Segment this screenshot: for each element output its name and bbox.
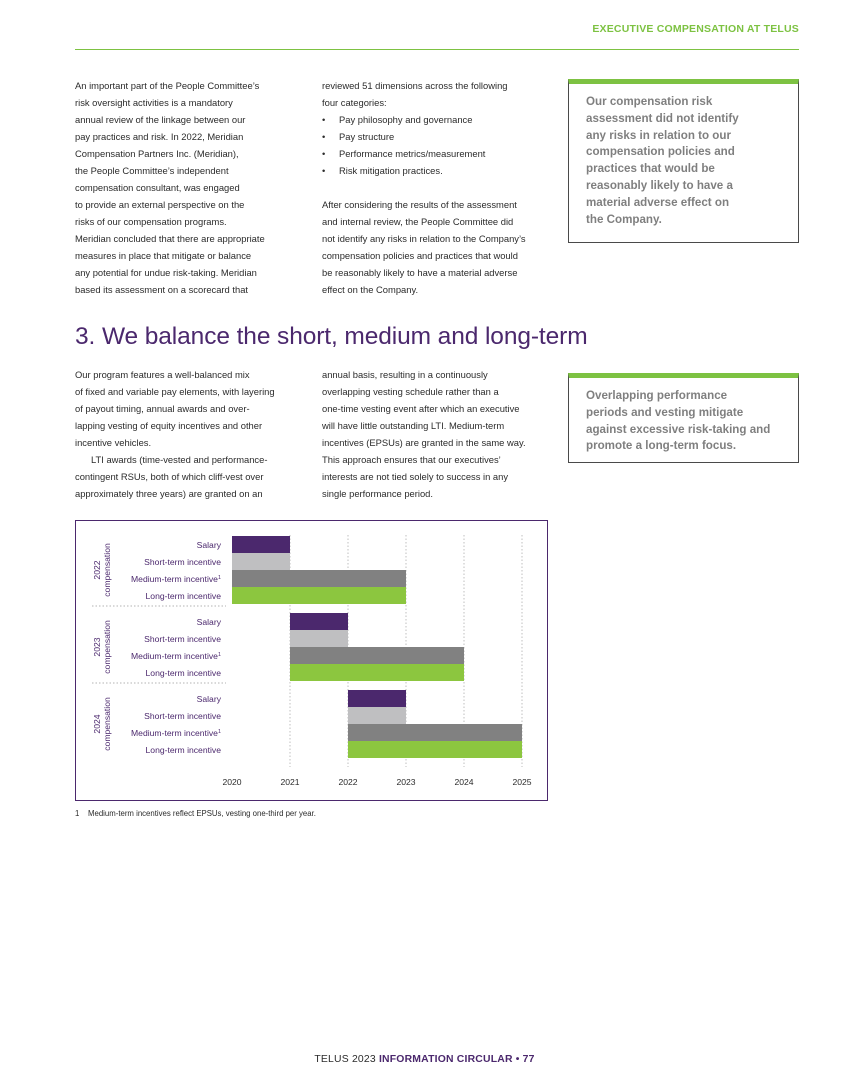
bar-label-superscript: 1 <box>217 729 221 735</box>
bar-label-text: Salary <box>196 617 221 627</box>
group-label-compensation: compensation <box>102 543 112 597</box>
callout-line: any risks in relation to our <box>586 128 731 142</box>
chart-canvas <box>76 521 549 802</box>
text-line: not identify any risks in relation to the Company’s <box>322 233 526 244</box>
bar-label-text: Salary <box>196 694 221 704</box>
bar <box>290 647 464 664</box>
text-line: one-time vesting event after which an executive <box>322 403 520 414</box>
bar-label-superscript: 1 <box>217 652 221 658</box>
bar <box>232 553 290 570</box>
text-line: effect on the Company. <box>322 284 419 295</box>
x-tick-label: 2024 <box>454 777 474 787</box>
bar <box>232 570 406 587</box>
callout-line: Our compensation risk <box>586 95 713 108</box>
bar-label-text: Salary <box>196 540 221 550</box>
text-line: of payout timing, annual awards and over- <box>75 403 250 414</box>
callout-line: assessment did not identify <box>586 111 739 125</box>
text-line: risk oversight activities is a mandatory <box>75 97 233 108</box>
bar-label-text: Medium-term incentive <box>131 728 218 738</box>
text-line: single performance period. <box>322 488 433 499</box>
text-line: measures in place that mitigate or balance <box>75 250 252 261</box>
bar-label <box>146 745 222 755</box>
text-line: This approach ensures that our executives’ <box>322 454 501 465</box>
bar <box>232 587 406 604</box>
bar <box>348 690 406 707</box>
bar-label <box>146 591 222 601</box>
group-label-year: 2024 <box>92 714 102 734</box>
risk-categories-list <box>322 111 557 179</box>
x-tick-label: 2021 <box>280 777 300 787</box>
text-line: of fixed and variable pay elements, with layering <box>75 386 275 397</box>
header-rule <box>75 49 799 50</box>
callout-line: the Company. <box>586 212 662 226</box>
footnote-text: Medium-term incentives reflect EPSUs, vesting one-third per year. <box>88 809 316 818</box>
bar-label-text: Short-term incentive <box>144 557 221 567</box>
x-tick-label: 2023 <box>396 777 416 787</box>
bar <box>290 613 348 630</box>
risk-callout <box>568 79 799 243</box>
group-label-compensation: compensation <box>102 697 112 751</box>
text-line: incentive vehicles. <box>75 437 152 448</box>
text-line: be reasonably likely to have a material adverse <box>322 267 518 278</box>
balance-column-2 <box>322 366 557 502</box>
group-label-year: 2022 <box>92 560 102 580</box>
text-line: incentives (EPSUs) are granted in the same way. <box>322 437 526 448</box>
section-title: 3. We balance the short, medium and long-term <box>75 323 588 350</box>
text-line: compensation policies and practices that would <box>322 250 518 261</box>
risk-category-item: • Performance metrics/measurement <box>322 145 557 162</box>
compensation-timeline-chart <box>75 520 548 801</box>
text-line: approximately three years) are granted on an <box>75 488 263 499</box>
page-footer <box>0 1054 849 1065</box>
bar-label <box>197 694 222 704</box>
risk-category-item: • Pay philosophy and governance <box>322 111 557 128</box>
text-line: lapping vesting of equity incentives and other <box>75 420 263 431</box>
callout-line: promote a long-term focus. <box>586 439 737 453</box>
text-line: to provide an external perspective on the <box>75 199 245 210</box>
balance-paragraph-2 <box>75 451 310 502</box>
callout-line: periods and vesting mitigate <box>586 405 744 419</box>
text-line: four categories: <box>322 97 387 108</box>
bar-label-text: Medium-term incentive <box>131 574 218 584</box>
callout-line: material adverse effect on <box>586 195 730 209</box>
x-tick-label: 2025 <box>512 777 532 787</box>
group-label-year: 2023 <box>92 637 102 657</box>
text-line: compensation consultant, was engaged <box>75 182 240 193</box>
risk-category-item: • Pay structure <box>322 128 557 145</box>
text-line: any potential for undue risk-taking. Meridian <box>75 267 257 278</box>
text-line: overlapping vesting schedule rather than a <box>322 386 499 397</box>
bar-label <box>144 711 221 721</box>
text-line: annual review of the linkage between our <box>75 114 246 125</box>
risk-category-item: • Risk mitigation practices. <box>322 162 557 179</box>
bar-label-superscript: 1 <box>217 575 221 581</box>
bar <box>348 707 406 724</box>
callout-line: practices that would be <box>586 162 715 176</box>
bar <box>348 724 522 741</box>
text-line: and internal review, the People Committee did <box>322 216 514 227</box>
text-line: Meridian concluded that there are appropriate <box>75 233 265 244</box>
bar <box>290 630 348 647</box>
risk-conclusion <box>322 196 557 298</box>
risk-column-2 <box>322 77 557 298</box>
footer-page-label: INFORMATION CIRCULAR • 77 <box>378 1054 535 1065</box>
text-line: pay practices and risk. In 2022, Meridian <box>75 131 244 142</box>
text-line: annual basis, resulting in a continuously <box>322 369 488 380</box>
bar-label-text: Long-term incentive <box>145 668 221 678</box>
text-line: the People Committee’s independent <box>75 165 229 176</box>
bar-label <box>131 651 221 661</box>
bar-label-text: Short-term incentive <box>144 711 221 721</box>
bar-label <box>144 557 221 567</box>
bar-label-text: Short-term incentive <box>144 634 221 644</box>
bar-label <box>146 668 222 678</box>
text-line: based its assessment on a scorecard that <box>75 284 249 295</box>
risk-intro <box>322 77 557 111</box>
text-line: risks of our compensation programs. <box>75 216 227 227</box>
text-line: reviewed 51 dimensions across the following <box>322 80 508 91</box>
text-line: will have little outstanding LTI. Medium-term <box>322 420 505 431</box>
bar <box>232 536 290 553</box>
text-line: Our program features a well-balanced mix <box>75 369 250 380</box>
text-line: contingent RSUs, both of which cliff-vest over <box>75 471 264 482</box>
bar-label-text: Long-term incentive <box>145 745 221 755</box>
bar <box>290 664 464 681</box>
footnote-number: 1 <box>75 809 80 818</box>
x-tick-label: 2020 <box>222 777 242 787</box>
balance-callout <box>568 373 799 463</box>
callout-line: Overlapping performance <box>586 389 728 402</box>
text-line: LTI awards (time-vested and performance- <box>91 454 268 465</box>
bar-label <box>197 540 222 550</box>
bar-label-text: Long-term incentive <box>145 591 221 601</box>
bar-label <box>131 574 221 584</box>
balance-column-1 <box>75 366 310 502</box>
text-line: An important part of the People Committee’s <box>75 80 260 91</box>
balance-paragraph-1 <box>75 366 310 451</box>
bar-label <box>131 728 221 738</box>
x-tick-label: 2022 <box>338 777 358 787</box>
bar <box>348 741 522 758</box>
risk-column-1 <box>75 77 310 298</box>
callout-line: against excessive risk-taking and <box>586 422 771 436</box>
callout-line: reasonably likely to have a <box>586 178 733 192</box>
text-line: After considering the results of the assessment <box>322 199 517 210</box>
bar-label <box>144 634 221 644</box>
callout-line: compensation policies and <box>586 145 735 159</box>
group-label-compensation: compensation <box>102 620 112 674</box>
text-line: Compensation Partners Inc. (Meridian), <box>75 148 239 159</box>
footer-prefix: TELUS 2023 <box>314 1054 379 1065</box>
text-line: interests are not tied solely to success in any <box>322 471 509 482</box>
header-title: EXECUTIVE COMPENSATION AT TELUS <box>592 23 799 35</box>
bar-label-text: Medium-term incentive <box>131 651 218 661</box>
footnote <box>75 809 316 818</box>
bar-label <box>197 617 222 627</box>
